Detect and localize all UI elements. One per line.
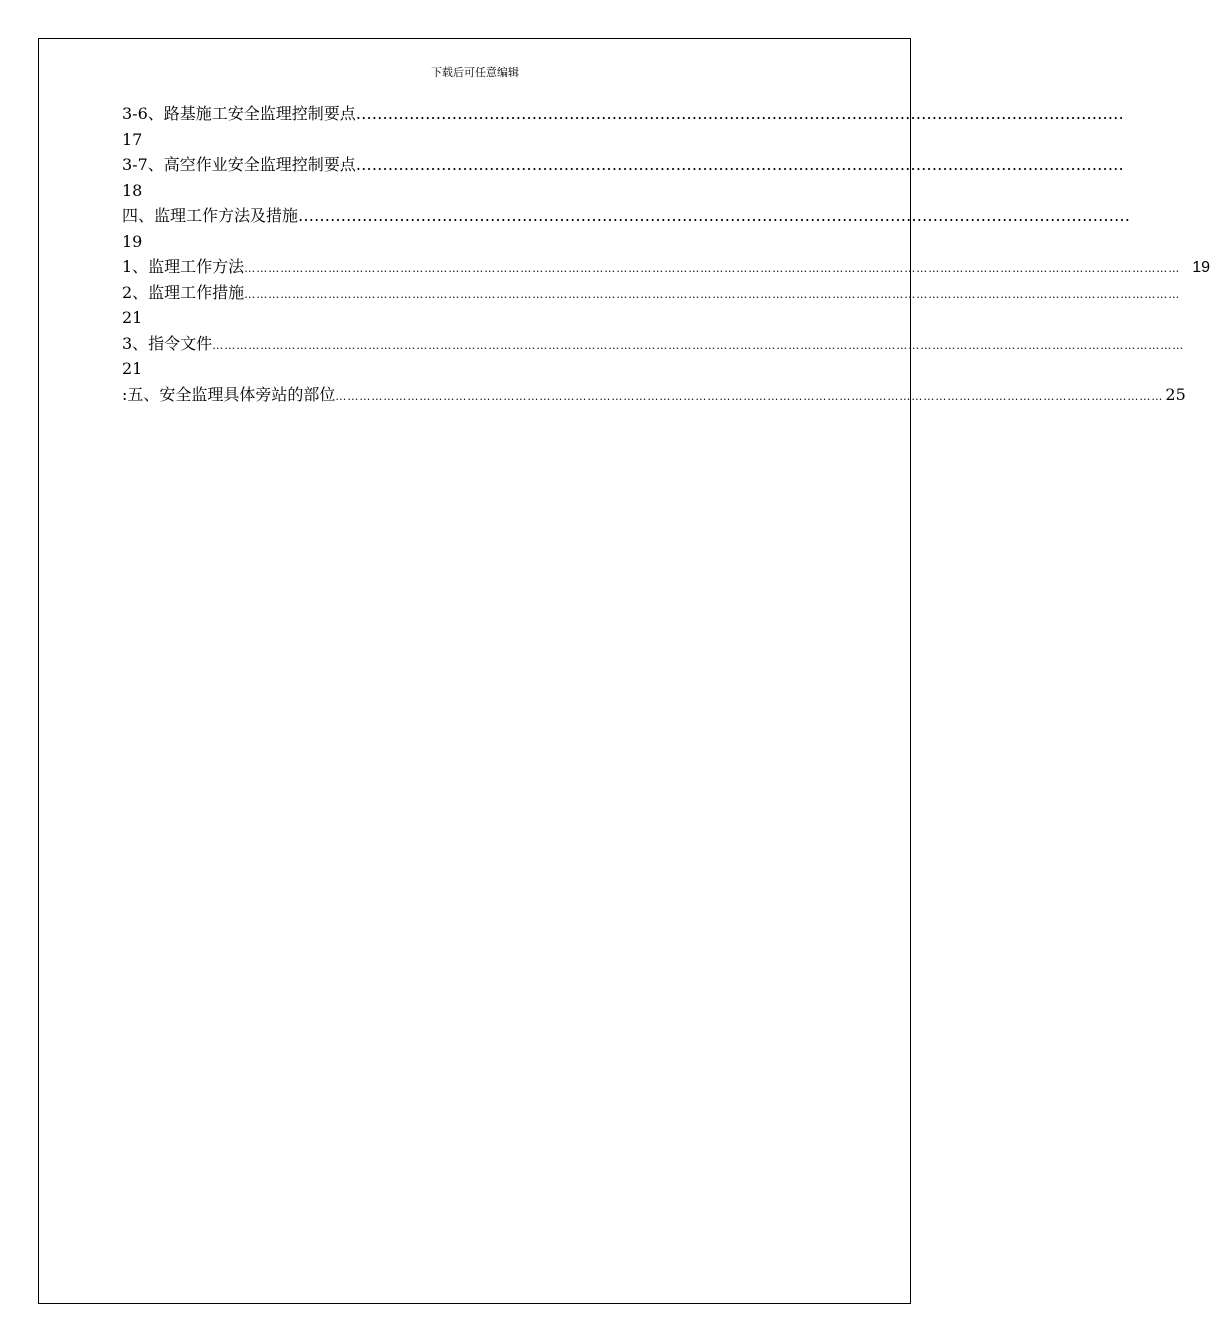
toc-entry[interactable] (122, 101, 1124, 127)
toc-entry-page: 17 (122, 129, 143, 149)
toc-entry-page: 19 (122, 231, 143, 251)
toc-leader: ……………………………………………………………………………………………………………………………………………………………………………………………………………………… (212, 338, 1185, 352)
toc-entry[interactable] (122, 203, 1131, 229)
toc-leader: ………………………………………………………………………………………………………………………………………… (298, 206, 1131, 225)
toc-entry-title: 3-7、高空作业安全监理控制要点 (122, 155, 356, 174)
table-of-contents (122, 101, 1210, 407)
page-header: 下载后可任意编辑 (431, 66, 519, 79)
toc-leader: ……………………………………………………………………………………………………………………………………………………………………………………………………………… (244, 287, 1181, 301)
toc-entry-title: 1、监理工作方法 (122, 257, 245, 276)
toc-entry-page: 25 (1165, 384, 1186, 404)
toc-entry[interactable] (122, 280, 1181, 306)
toc-entry-title: 3-6、路基施工安全监理控制要点 (122, 104, 356, 123)
toc-leader: ……………………………………………………………………………………………………………………………………………………………………………………………………………… (244, 262, 1181, 275)
toc-entry[interactable] (122, 382, 1186, 408)
toc-leader: ……………………………………………………………………………………………………………………………… (355, 155, 1124, 174)
toc-entry-page: 18 (122, 180, 143, 200)
toc-entry-page: 19 (1192, 259, 1210, 276)
toc-entry-title: 四、监理工作方法及措施 (122, 206, 299, 225)
toc-leader: ……………………………………………………………………………………………………………………………… (355, 104, 1124, 123)
toc-entry-page: 21 (122, 359, 143, 378)
toc-entry-page: 21 (122, 308, 143, 327)
toc-entry[interactable] (122, 152, 1124, 178)
toc-entry[interactable] (122, 331, 1185, 357)
toc-entry[interactable] (122, 254, 1210, 280)
toc-entry-title: :五、安全监理具体旁站的部位 (122, 384, 336, 404)
toc-leader: ……………………………………………………………………………………………………………………………………………………………………………………… (335, 389, 1164, 403)
toc-entry-title: 3、指令文件 (122, 333, 213, 353)
toc-entry-title: 2、监理工作措施 (122, 282, 245, 302)
